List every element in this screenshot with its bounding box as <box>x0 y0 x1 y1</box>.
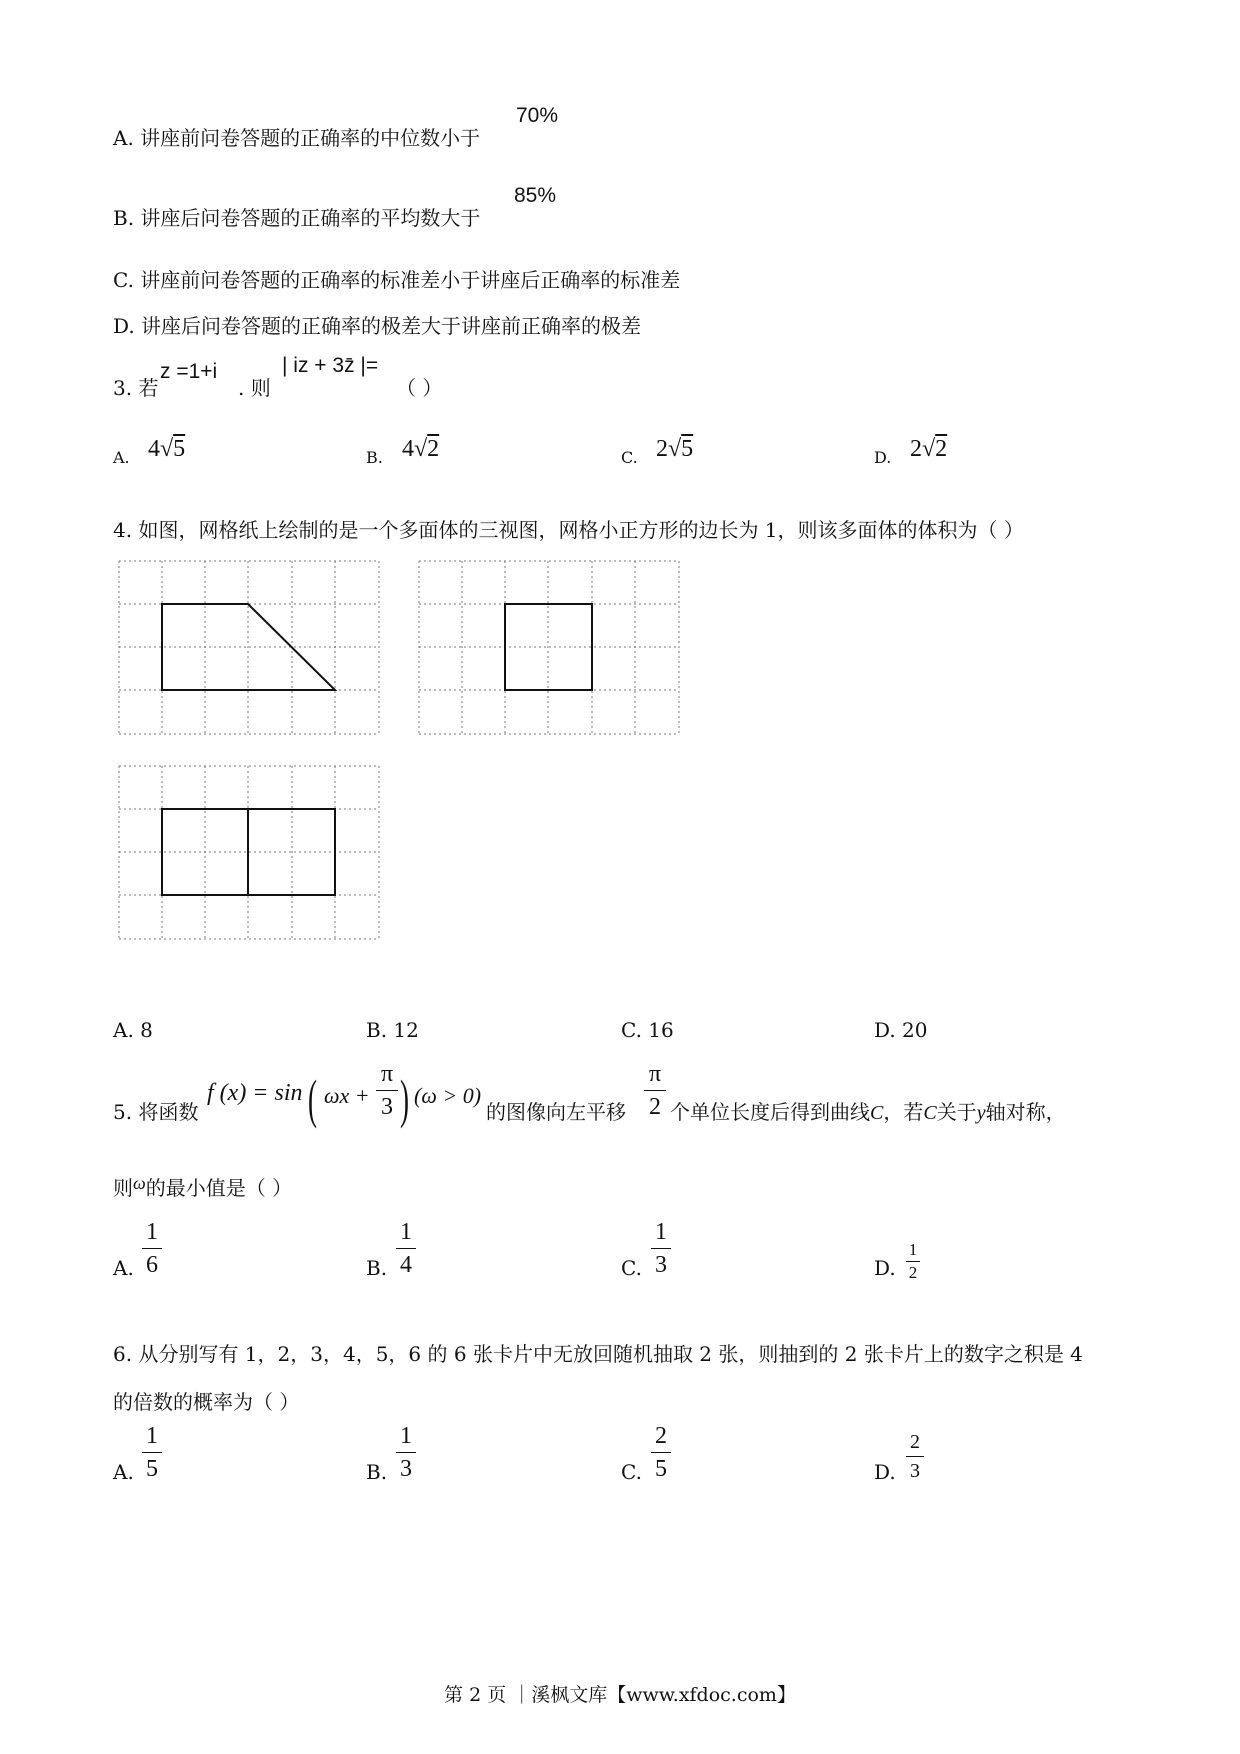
q5-option-a-denominator: 6 <box>146 1252 158 1278</box>
q3-option-b-coef: 4 <box>402 436 414 462</box>
q2-option-a <box>113 122 480 151</box>
q4-stem: 4. 如图，网格纸上绘制的是一个多面体的三视图，网格小正方形的边长为 1，则该多面体的体积为（ ） <box>113 518 1024 542</box>
q5-option-c-denominator: 3 <box>655 1252 667 1278</box>
page-footer: 第 2 页 ｜溪枫文库【www.xfdoc.com】 <box>444 1684 796 1706</box>
q3-option-b-letter: B. <box>366 448 383 467</box>
q3-option-d-rad: 2 <box>935 436 948 462</box>
q4-option-d: D. 20 <box>874 1018 928 1042</box>
q6-option-d-fraction <box>906 1430 924 1483</box>
q5-option-c-fraction <box>651 1218 671 1279</box>
q3-option-d-math <box>910 436 947 463</box>
q5-y-axis: y <box>976 1102 986 1124</box>
q5-tail-c: 关于 <box>936 1100 977 1124</box>
q5-condition: (ω > 0) <box>414 1083 482 1108</box>
q4-option-c: C. 16 <box>621 1018 674 1042</box>
q5-curve-c: C <box>870 1102 884 1124</box>
q3-option-b-rad: 2 <box>427 436 440 462</box>
q5-pi-over-3 <box>376 1060 398 1121</box>
q6-option-b-letter: B. <box>366 1460 388 1484</box>
fraction-bar <box>906 1456 924 1457</box>
q5-omega: ω <box>133 1173 146 1193</box>
q3-modulus-expression: | iz + 3z̄ |= <box>282 354 379 377</box>
q5-arg-numerator: π <box>380 1061 394 1087</box>
sqrt-symbol-icon: √ <box>922 436 936 462</box>
q5-tail-b: ，若 <box>883 1100 924 1124</box>
q5-function-name: f (x) = sin <box>207 1080 303 1106</box>
q6-option-c-denominator: 5 <box>655 1456 667 1482</box>
front-view-grid <box>119 561 379 734</box>
sqrt-symbol-icon: √ <box>668 436 682 462</box>
q6-option-c-numerator: 2 <box>655 1423 667 1449</box>
q5-tail-a: 个单位长度后得到曲线 <box>670 1100 870 1124</box>
q3-z-expression: z =1+i <box>160 360 218 383</box>
fraction-bar <box>396 1452 416 1453</box>
q5-left-paren: ( <box>308 1069 317 1129</box>
q3-middle-text: . 则 <box>238 376 271 400</box>
q5-shift-numerator: π <box>648 1061 662 1087</box>
q6-option-b-fraction <box>396 1422 416 1483</box>
q4-option-a: A. 8 <box>113 1018 153 1042</box>
q3-option-c-rad: 5 <box>681 436 694 462</box>
q5-option-d-fraction <box>906 1241 920 1282</box>
q5-option-b-numerator: 1 <box>400 1219 412 1245</box>
q3-prefix: 3. 若 <box>113 376 159 400</box>
q6-line2: 的倍数的概率为（ ） <box>113 1390 300 1414</box>
q3-option-d-coef: 2 <box>910 436 922 462</box>
q5-curve-c-again: C <box>923 1102 937 1124</box>
sqrt-symbol-icon: √ <box>160 436 174 462</box>
q5-tail-d: 轴对称， <box>985 1100 1066 1124</box>
q5-option-d-numerator: 1 <box>908 1240 918 1259</box>
q6-option-b-denominator: 3 <box>400 1456 412 1482</box>
q3-option-c-math <box>656 436 693 463</box>
fraction-bar <box>142 1452 162 1453</box>
fraction-bar <box>644 1090 666 1091</box>
q3-option-a-rad: 5 <box>173 436 186 462</box>
q5-option-a-fraction <box>142 1218 162 1279</box>
fraction-bar <box>651 1248 671 1249</box>
top-view-diagram <box>118 765 380 941</box>
q5-line2-a: 则 <box>113 1176 133 1200</box>
q3-option-c-coef: 2 <box>656 436 668 462</box>
q6-option-c-letter: C. <box>621 1460 642 1484</box>
q6-option-b-numerator: 1 <box>400 1423 412 1449</box>
q5-option-a-letter: A. <box>113 1256 134 1280</box>
q5-option-d-denominator: 2 <box>908 1263 918 1282</box>
fraction-bar <box>376 1090 398 1091</box>
q5-option-a-numerator: 1 <box>146 1219 158 1245</box>
q5-line2-b: 的最小值是（ ） <box>145 1176 293 1200</box>
q4-option-b: B. 12 <box>366 1018 419 1042</box>
q6-option-a-fraction <box>142 1422 162 1483</box>
sqrt-symbol-icon: √ <box>414 436 428 462</box>
q5-right-paren: ) <box>400 1069 409 1129</box>
fraction-bar <box>651 1452 671 1453</box>
q5-option-b-fraction <box>396 1218 416 1279</box>
q3-answer-paren: （ ） <box>396 376 443 400</box>
side-view-diagram <box>418 560 680 736</box>
q6-option-a-letter: A. <box>113 1460 134 1484</box>
q5-option-c-letter: C. <box>621 1256 642 1280</box>
q3-option-a-coef: 4 <box>148 436 160 462</box>
q3-option-c-letter: C. <box>621 448 638 467</box>
q2-option-a-text: A. 讲座前问卷答题的正确率的中位数小于 <box>113 126 481 150</box>
q5-argument-left: ωx + <box>324 1083 370 1108</box>
front-view-diagram <box>118 560 380 736</box>
q5-option-d-letter: D. <box>874 1256 896 1280</box>
q5-arg-denominator: 3 <box>381 1094 393 1120</box>
q2-option-d: D. 讲座后问卷答题的正确率的极差大于讲座前正确率的极差 <box>113 314 642 338</box>
q6-option-a-denominator: 5 <box>146 1456 158 1482</box>
q2-option-b-value: 85% <box>514 184 557 207</box>
q3-option-d-letter: D. <box>874 448 892 467</box>
q5-prefix: 5. 将函数 <box>113 1100 199 1124</box>
side-view-grid <box>419 561 679 734</box>
q6-option-d-numerator: 2 <box>910 1431 920 1453</box>
q2-option-b <box>113 202 480 231</box>
fraction-bar <box>396 1248 416 1249</box>
q6-option-d-denominator: 3 <box>910 1460 920 1482</box>
q5-shift-denominator: 2 <box>649 1094 661 1120</box>
q2-option-a-value: 70% <box>516 104 559 127</box>
q6-option-d-letter: D. <box>874 1460 896 1484</box>
q3-option-b-math <box>402 436 439 463</box>
q5-option-c-numerator: 1 <box>655 1219 667 1245</box>
q2-option-c: C. 讲座前问卷答题的正确率的标准差小于讲座后正确率的标准差 <box>113 268 681 292</box>
fraction-bar <box>906 1261 920 1262</box>
q3-option-a-math <box>148 436 185 463</box>
q6-option-c-fraction <box>651 1422 671 1483</box>
q3-option-a-letter: A. <box>113 448 130 467</box>
q5-line2 <box>113 1172 292 1201</box>
q6-line1: 6. 从分别写有 1，2，3，4，5，6 的 6 张卡片中无放回随机抽取 2 张，则抽到的 2 张卡片上的数字之积是 4 <box>113 1342 1083 1366</box>
q5-tail <box>670 1096 1066 1125</box>
q5-middle-text: 的图像向左平移 <box>486 1100 626 1124</box>
fraction-bar <box>142 1248 162 1249</box>
q5-option-b-letter: B. <box>366 1256 388 1280</box>
q2-option-b-text: B. 讲座后问卷答题的正确率的平均数大于 <box>113 206 481 230</box>
q5-option-b-denominator: 4 <box>400 1252 412 1278</box>
q6-option-a-numerator: 1 <box>146 1423 158 1449</box>
q5-pi-over-2 <box>644 1060 666 1121</box>
